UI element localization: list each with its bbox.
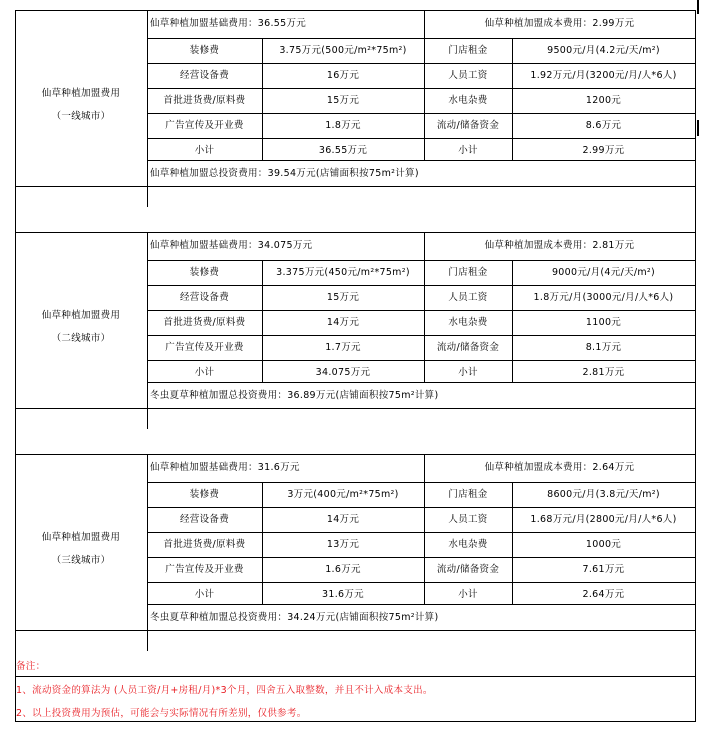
grid-line-horizontal	[147, 335, 696, 336]
right-item-value: 8600元/月(3.8元/天/m²)	[547, 489, 660, 500]
left-item-value: 3万元(400元/m²*75m²)	[287, 489, 399, 500]
right-item-value: 1.68万元/月(2800元/月/人*6人)	[530, 514, 677, 525]
left-item-label: 广告宣传及开业费	[165, 564, 244, 575]
left-item-label: 首批进货费/原料费	[163, 317, 246, 328]
right-item-label: 水电杂费	[448, 539, 488, 550]
right-item-value: 1200元	[585, 95, 622, 106]
left-item-value: 3.375万元(450元/m²*75m²)	[276, 267, 410, 278]
grid-line-horizontal	[147, 63, 696, 64]
grid-line-horizontal	[147, 604, 696, 605]
left-item-value: 1.7万元	[325, 342, 361, 353]
grid-line-vertical	[262, 38, 263, 161]
total-investment: 仙草种植加盟总投资费用：39.54万元(店铺面积按75m²计算)	[150, 168, 419, 179]
grid-line-horizontal	[147, 138, 696, 139]
right-item-label: 门店租金	[448, 267, 488, 278]
left-item-value: 1.8万元	[325, 120, 361, 131]
grid-line-vertical	[424, 232, 425, 383]
left-item-value: 1.6万元	[325, 564, 361, 575]
right-item-value: 2.64万元	[582, 589, 625, 600]
grid-line-horizontal	[15, 408, 696, 409]
right-item-value: 9500元/月(4.2元/天/m²)	[547, 45, 660, 56]
left-item-label: 装修费	[189, 267, 220, 278]
grid-line-horizontal	[147, 557, 696, 558]
left-item-value: 31.6万元	[322, 589, 364, 600]
basic-fee-header: 仙草种植加盟基础费用：31.6万元	[150, 462, 300, 473]
grid-line-vertical	[147, 232, 148, 429]
grid-line-horizontal	[147, 382, 696, 383]
right-item-label: 流动/储备资金	[436, 120, 500, 131]
grid-line-vertical	[512, 260, 513, 383]
grid-line-horizontal	[147, 507, 696, 508]
grid-line-horizontal	[15, 454, 696, 455]
left-item-value: 16万元	[326, 70, 360, 81]
grid-line-vertical	[15, 10, 16, 722]
grid-line-horizontal	[147, 38, 696, 39]
grid-line-horizontal	[147, 310, 696, 311]
right-item-label: 人员工资	[448, 514, 488, 525]
grid-line-vertical	[512, 482, 513, 605]
grid-line-vertical	[262, 482, 263, 605]
note-line-2: 2、以上投资费用为预估，可能会与实际情况有所差别，仅供参考。	[16, 708, 307, 719]
right-item-value: 9000元/月(4元/天/m²)	[551, 267, 656, 278]
grid-line-horizontal	[147, 160, 696, 161]
grid-line-vertical	[147, 454, 148, 651]
left-item-value: 15万元	[326, 292, 360, 303]
grid-line-vertical	[262, 260, 263, 383]
grid-line-horizontal	[15, 10, 696, 11]
grid-line-horizontal	[147, 285, 696, 286]
right-item-label: 水电杂费	[448, 95, 488, 106]
right-item-value: 1.8万元/月(3000元/月/人*6人)	[533, 292, 674, 303]
grid-line-horizontal	[15, 186, 696, 187]
grid-line-horizontal	[15, 630, 696, 631]
cost-fee-header: 仙草种植加盟成本费用：2.81万元	[484, 240, 635, 251]
left-item-value: 14万元	[326, 514, 360, 525]
basic-fee-header: 仙草种植加盟基础费用：34.075万元	[150, 240, 313, 251]
left-item-label: 装修费	[189, 489, 220, 500]
right-item-value: 1100元	[585, 317, 622, 328]
grid-line-horizontal	[147, 482, 696, 483]
section-label: 仙草种植加盟费用	[41, 310, 121, 321]
grid-line-horizontal	[147, 88, 696, 89]
grid-line-vertical	[147, 10, 148, 207]
right-item-label: 门店租金	[448, 45, 488, 56]
right-item-label: 小计	[458, 145, 478, 156]
notes-title: 备注：	[16, 661, 46, 672]
left-item-value: 34.075万元	[315, 367, 371, 378]
right-item-value: 8.6万元	[585, 120, 622, 131]
grid-line-horizontal	[15, 676, 696, 677]
section-label: 仙草种植加盟费用	[41, 532, 121, 543]
right-item-value: 7.61万元	[582, 564, 625, 575]
edge-marker	[697, 120, 699, 136]
left-item-value: 15万元	[326, 95, 360, 106]
right-item-label: 人员工资	[448, 70, 488, 81]
left-item-label: 经营设备费	[179, 514, 230, 525]
left-item-value: 13万元	[326, 539, 360, 550]
left-item-value: 3.75万元(500元/m²*75m²)	[279, 45, 407, 56]
edge-marker	[697, 0, 699, 14]
grid-line-horizontal	[147, 260, 696, 261]
right-item-label: 门店租金	[448, 489, 488, 500]
grid-line-horizontal	[147, 532, 696, 533]
left-item-label: 经营设备费	[179, 70, 230, 81]
section-label-tier: （二线城市）	[51, 333, 111, 344]
right-item-label: 流动/储备资金	[436, 342, 500, 353]
left-item-label: 首批进货费/原料费	[163, 539, 246, 550]
cost-fee-header: 仙草种植加盟成本费用：2.99万元	[484, 18, 635, 29]
left-item-value: 36.55万元	[318, 145, 368, 156]
total-investment: 冬虫夏草种植加盟总投资费用：34.24万元(店铺面积按75m²计算)	[150, 612, 439, 623]
section-label: 仙草种植加盟费用	[41, 88, 121, 99]
cost-fee-header: 仙草种植加盟成本费用：2.64万元	[484, 462, 635, 473]
right-item-label: 水电杂费	[448, 317, 488, 328]
grid-line-vertical	[424, 454, 425, 605]
grid-line-horizontal	[147, 582, 696, 583]
grid-line-vertical	[695, 10, 696, 722]
grid-line-vertical	[424, 10, 425, 161]
left-item-label: 首批进货费/原料费	[163, 95, 246, 106]
right-item-value: 1.92万元/月(3200元/月/人*6人)	[530, 70, 677, 81]
grid-line-horizontal	[15, 721, 696, 722]
right-item-label: 小计	[458, 589, 478, 600]
right-item-value: 2.99万元	[582, 145, 625, 156]
left-item-label: 小计	[194, 145, 215, 156]
left-item-label: 经营设备费	[179, 292, 230, 303]
note-line-1: 1、流动资金的算法为 (人员工资/月+房租/月)*3个月，四舍五入取整数，并且不计入成本支出。	[16, 685, 433, 696]
total-investment: 冬虫夏草种植加盟总投资费用：36.89万元(店铺面积按75m²计算)	[150, 390, 439, 401]
right-item-label: 人员工资	[448, 292, 488, 303]
right-item-label: 小计	[458, 367, 478, 378]
grid-line-horizontal	[147, 113, 696, 114]
left-item-value: 14万元	[326, 317, 360, 328]
basic-fee-header: 仙草种植加盟基础费用：36.55万元	[150, 18, 307, 29]
grid-line-horizontal	[15, 232, 696, 233]
grid-line-vertical	[512, 38, 513, 161]
right-item-value: 1000元	[585, 539, 622, 550]
left-item-label: 装修费	[189, 45, 220, 56]
left-item-label: 广告宣传及开业费	[165, 342, 244, 353]
section-label-tier: （三线城市）	[51, 555, 111, 566]
section-label-tier: （一线城市）	[51, 111, 111, 122]
right-item-value: 8.1万元	[585, 342, 622, 353]
left-item-label: 小计	[194, 589, 215, 600]
right-item-label: 流动/储备资金	[436, 564, 500, 575]
left-item-label: 广告宣传及开业费	[165, 120, 244, 131]
left-item-label: 小计	[194, 367, 215, 378]
right-item-value: 2.81万元	[582, 367, 625, 378]
grid-line-horizontal	[147, 360, 696, 361]
